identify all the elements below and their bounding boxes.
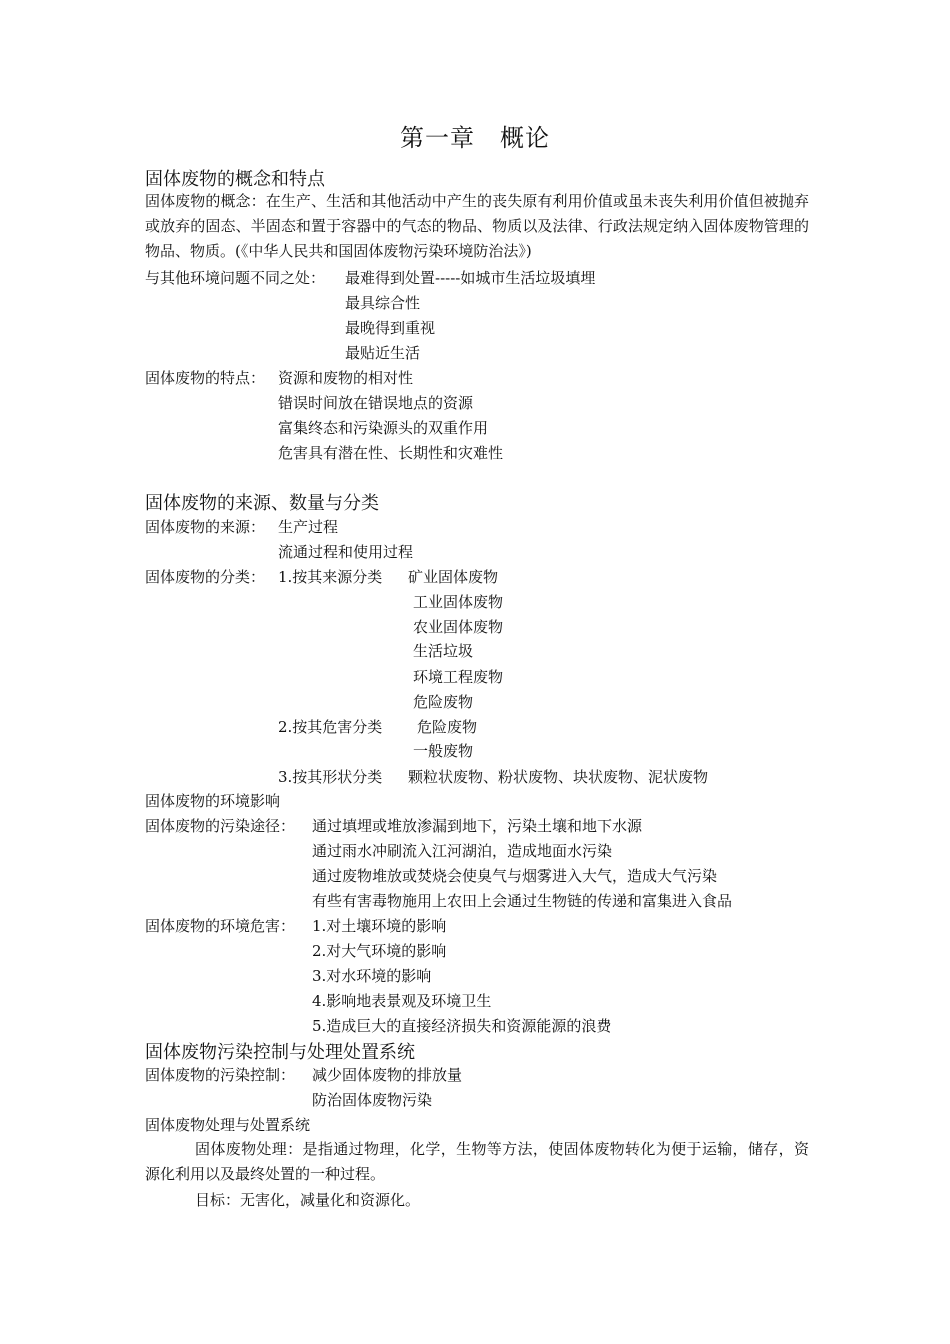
list-item: 通过填埋或堆放渗漏到地下，污染土壤和地下水源 — [312, 817, 643, 835]
list-item: 最贴近生活 — [345, 344, 421, 362]
list-item: 2.对大气环境的影响 — [312, 942, 447, 960]
pathway-label: 固体废物的污染途径： — [145, 817, 296, 835]
section-heading: 固体废物的来源、数量与分类 — [145, 493, 379, 514]
list-item: 资源和废物的相对性 — [278, 369, 414, 387]
list-item: 1.对土壤环境的影响 — [312, 917, 447, 935]
list-item: 流通过程和使用过程 — [278, 543, 414, 561]
list-item: 富集终态和污染源头的双重作用 — [278, 419, 489, 437]
class-group-label: 3.按其形状分类 — [278, 768, 383, 786]
list-item: 有些有害毒物施用上农田上会通过生物链的传递和富集进入食品 — [312, 892, 733, 910]
list-item: 通过废物堆放或焚烧会使臭气与烟雾进入大气，造成大气污染 — [312, 867, 718, 885]
section-heading: 固体废物污染控制与处理处置系统 — [145, 1042, 415, 1063]
concept-paragraph: 固体废物的概念：在生产、生活和其他活动中产生的丧失原有利用价值或虽未丧失利用价值但被抛弃或放弃的固态、半固态和置于容器中的气态的物品、物质以及法律、行政法规定纳入固体废物管理的物品、物质。(《中华人民共和国固体废物污染环境防治法》) — [145, 192, 809, 260]
list-item: 减少固体废物的排放量 — [312, 1066, 463, 1084]
list-item: 危险废物 — [417, 718, 478, 736]
list-item: 3.对水环境的影响 — [312, 967, 432, 985]
feature-label: 固体废物的特点： — [145, 369, 266, 387]
section-subheading: 固体废物的环境影响 — [145, 792, 281, 810]
goal-text: 目标：无害化，减量化和资源化。 — [195, 1191, 421, 1209]
section-subheading: 固体废物处理与处置系统 — [145, 1116, 311, 1134]
list-item: 农业固体废物 — [413, 618, 504, 636]
list-item: 环境工程废物 — [413, 668, 504, 686]
list-item: 危险废物 — [413, 693, 474, 711]
list-item: 颗粒状废物、粉状废物、块状废物、泥状废物 — [408, 768, 709, 786]
list-item: 通过雨水冲刷流入江河湖泊，造成地面水污染 — [312, 842, 613, 860]
list-item: 一般废物 — [413, 742, 474, 760]
class-label: 固体废物的分类： — [145, 568, 266, 586]
list-item: 错误时间放在错误地点的资源 — [278, 394, 474, 412]
list-item: 生产过程 — [278, 518, 339, 536]
treatment-paragraph: 固体废物处理：是指通过物理，化学，生物等方法，使固体废物转化为便于运输，储存，资源化利用以及最终处置的一种过程。 — [145, 1140, 809, 1183]
list-item: 危害具有潜在性、长期性和灾难性 — [278, 444, 504, 462]
class-group-label: 1.按其来源分类 — [278, 568, 383, 586]
harm-label: 固体废物的环境危害： — [145, 917, 296, 935]
diff-label: 与其他环境问题不同之处： — [145, 269, 326, 287]
chapter-title: 第一章 概论 — [400, 124, 550, 152]
list-item: 工业固体废物 — [413, 593, 504, 611]
list-item: 矿业固体废物 — [408, 568, 499, 586]
class-group-label: 2.按其危害分类 — [278, 718, 383, 736]
section-heading: 固体废物的概念和特点 — [145, 169, 325, 190]
list-item: 最晚得到重视 — [345, 319, 436, 337]
control-label: 固体废物的污染控制： — [145, 1066, 296, 1084]
list-item: 最难得到处置-----如城市生活垃圾填埋 — [345, 269, 596, 287]
source-label: 固体废物的来源： — [145, 518, 266, 536]
list-item: 5.造成巨大的直接经济损失和资源能源的浪费 — [312, 1017, 612, 1035]
list-item: 防治固体废物污染 — [312, 1091, 433, 1109]
list-item: 4.影响地表景观及环境卫生 — [312, 992, 492, 1010]
list-item: 生活垃圾 — [413, 642, 474, 660]
list-item: 最具综合性 — [345, 294, 421, 312]
